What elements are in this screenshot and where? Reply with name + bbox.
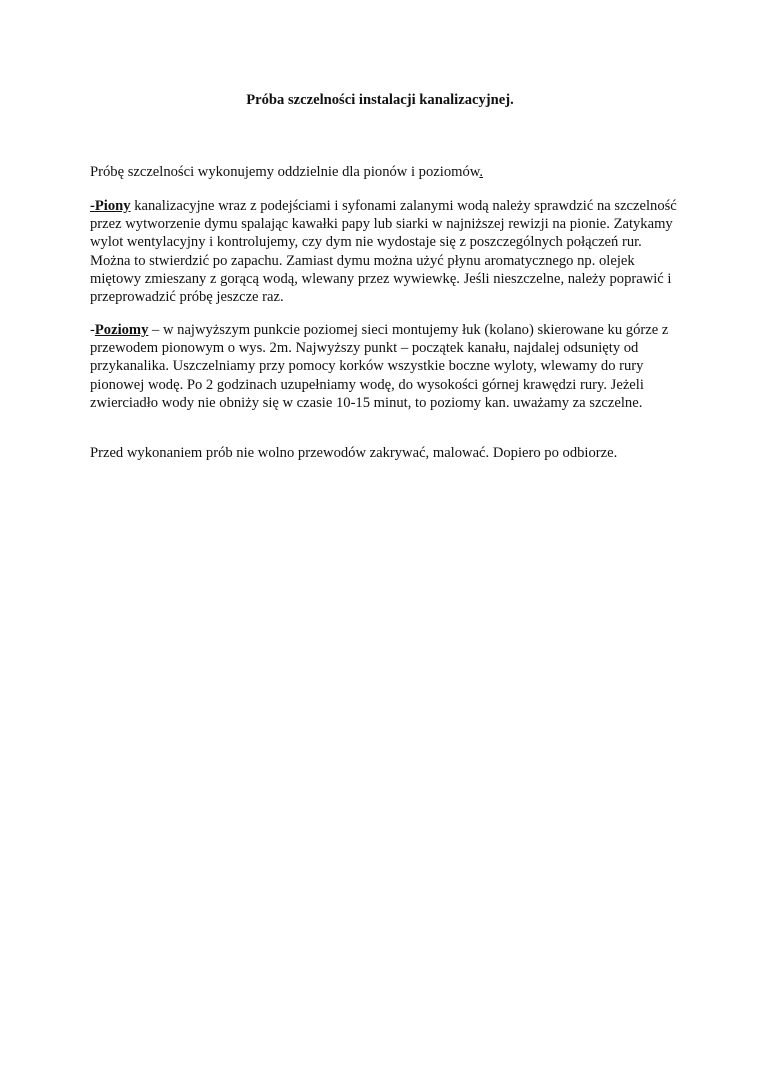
document-title: Próba szczelności instalacji kanalizacyjnej. [246, 92, 514, 108]
piony-heading: Piony [94, 198, 131, 214]
intro-paragraph [90, 163, 680, 181]
piony-paragraph [90, 197, 680, 306]
closing-paragraph: Przed wykonaniem prób nie wolno przewodów zakrywać, malować. Dopiero po odbiorze. [90, 445, 618, 461]
intro-text: Próbę szczelności wykonujemy oddzielnie dla pionów i poziomów [90, 164, 480, 180]
poziomy-heading: Poziomy [94, 322, 149, 338]
piony-prefix: - [90, 198, 95, 214]
poziomy-prefix: - [90, 322, 95, 338]
intro-end-mark: . [479, 164, 484, 180]
poziomy-paragraph [90, 321, 680, 412]
piony-lead [90, 198, 131, 214]
piony-text: kanalizacyjne wraz z podejściami i syfonami zalanymi wodą należy sprawdzić na szczelność przez wytworzenie dymu spalając kawałki papy lub siarki w najniższej rewizji na pionie. Zatykamy wylot wentylacyjny i kontrolujemy, czy dym nie wydostaje się z poszczególnych połączeń rur. Można to stwierdzić po zapachu. Zamiast dymu można użyć płynu aromatycznego np. olejek miętowy zmieszany z gorącą wodą, wlewany przez wywiewkę. Jeśli nieszczelne, należy poprawić i przeprowadzić próbę jeszcze raz. [90, 198, 677, 306]
poziomy-text: – w najwyższym punkcie poziomej sieci montujemy łuk (kolano) skierowane ku górze z przewodem pionowym o wys. 2m. Najwyższy punkt – początek kanału, najdalej odsunięty od przykanalika. Uszczelniamy przy pomocy korków wszystkie boczne wyloty, wlewamy do rury pionowej wodę. Po 2 godzinach uzupełniamy wodę, do wysokości górnej krawędzi rury. Jeżeli zwierciadło wody nie obniży się w czasie 10-15 minut, to poziomy kan. uważamy za szczelne. [90, 322, 669, 411]
